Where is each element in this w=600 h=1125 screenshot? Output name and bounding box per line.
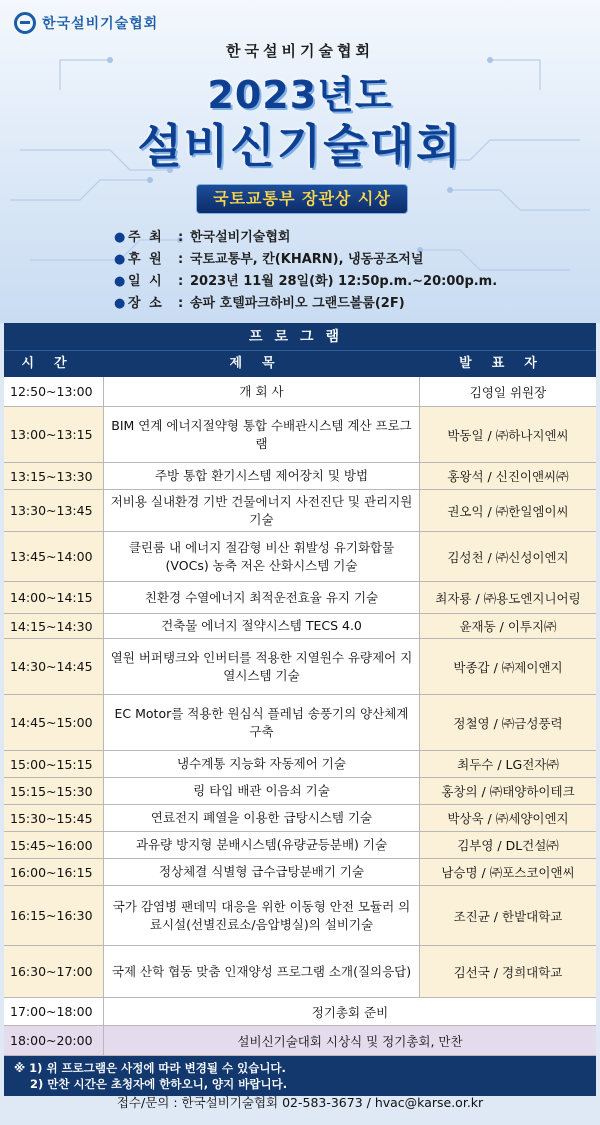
row-speaker: 김부영 / DL건설㈜ — [420, 832, 596, 858]
row-title: 국가 감염병 팬데믹 대응을 위한 이동형 안전 모듈러 의료시설(선별진료소/음압병실)의 설비기술 — [104, 886, 420, 945]
row-speaker: 최두수 / LG전자㈜ — [420, 751, 596, 777]
column-header-title: 제목 — [229, 356, 295, 371]
column-header-speaker: 발표자 — [459, 356, 557, 371]
row-speaker: 남승명 / ㈜포스코이앤씨 — [420, 859, 596, 885]
row-time: 15:15~15:30 — [4, 778, 104, 804]
table-row — [4, 859, 596, 886]
table-row — [4, 778, 596, 805]
contact-footer: 접수/문의 : 한국설비기술협회 02-583-3673 / hvac@karse.or.kr — [116, 1095, 484, 1110]
row-title: 클린룸 내 에너지 절감형 비산 휘발성 유기화합물(VOCs) 농축 저온 산화시스템 기술 — [104, 532, 420, 581]
closing-row — [4, 998, 596, 1026]
table-row — [4, 832, 596, 859]
row-time: 17:00~18:00 — [4, 998, 104, 1025]
row-title: 열원 버퍼탱크와 인버터를 적용한 지열원수 유량제어 지열시스템 기술 — [104, 639, 420, 694]
karse-logo — [14, 12, 158, 34]
info-value: 한국설비기술협회 — [190, 230, 291, 245]
info-value: 송파 호텔파크하비오 그랜드볼룸(2F) — [190, 296, 405, 311]
info-row: ● 장 소 : 송파 호텔파크하비오 그랜드볼룸(2F) — [114, 293, 497, 315]
row-title: 정상체결 식별형 급수급탕분배기 기술 — [104, 859, 420, 885]
row-time: 15:30~15:45 — [4, 805, 104, 831]
row-title: EC Motor를 적용한 원심식 플레넘 송풍기의 양산체계 구축 — [104, 695, 420, 750]
row-speaker: 김성천 / ㈜신성이엔지 — [420, 532, 596, 581]
karse-logo-icon — [14, 12, 36, 34]
row-time: 14:45~15:00 — [4, 695, 104, 750]
row-title: 건축물 에너지 절약시스템 TECS 4.0 — [104, 614, 420, 638]
event-year: 2023년도 — [207, 73, 393, 117]
info-row: ● 일 시 : 2023년 11월 28일(화) 12:50p.m.~20:00p.m. — [114, 271, 497, 293]
table-row — [4, 582, 596, 614]
row-title: 정기총회 준비 — [311, 1004, 389, 1020]
row-time: 14:30~14:45 — [4, 639, 104, 694]
row-time: 13:30~13:45 — [4, 490, 104, 531]
row-time: 18:00~20:00 — [4, 1026, 104, 1055]
event-info — [114, 227, 497, 315]
row-title: BIM 연계 에너지절약형 통합 수배관시스템 계산 프로그램 — [104, 407, 420, 462]
row-speaker: 홍창의 / ㈜태양하이테크 — [420, 778, 596, 804]
bullet-icon: ● — [114, 274, 126, 289]
table-row — [4, 490, 596, 532]
info-row: ● 후 원 : 국토교통부, 칸(KHARN), 냉동공조저널 — [114, 249, 497, 271]
table-row — [4, 614, 596, 639]
row-title: 연료전지 폐열을 이용한 급탕시스템 기술 — [104, 805, 420, 831]
row-speaker: 김영일 위원장 — [420, 377, 596, 406]
row-title: 링 타입 배관 이음쇠 기술 — [104, 778, 420, 804]
table-row — [4, 377, 596, 407]
table-row — [4, 751, 596, 778]
row-speaker: 김선국 / 경희대학교 — [420, 946, 596, 997]
row-time: 16:00~16:15 — [4, 859, 104, 885]
row-time: 12:50~13:00 — [4, 377, 104, 406]
column-header-time: 시간 — [21, 356, 87, 371]
info-label: 후 원 — [128, 252, 164, 267]
row-title: 국제 산학 협동 맞춤 인재양성 프로그램 소개(질의응답) — [104, 946, 420, 997]
table-row — [4, 532, 596, 582]
row-time: 15:00~15:15 — [4, 751, 104, 777]
table-row — [4, 946, 596, 998]
row-title: 개 회 사 — [104, 377, 420, 406]
program-notes — [4, 1056, 596, 1096]
organizer-title: 한국설비기술협회 — [226, 42, 374, 60]
row-title: 설비신기술대회 시상식 및 정기총회, 만찬 — [104, 1026, 596, 1055]
program-table — [4, 323, 596, 1096]
info-label: 장 소 — [128, 296, 164, 311]
info-label: 일 시 — [128, 274, 164, 289]
row-speaker: 권오익 / ㈜한일엠이씨 — [420, 490, 596, 531]
bullet-icon: ● — [114, 230, 126, 245]
table-row — [4, 695, 596, 751]
note-line: ※ 1) 위 프로그램은 사정에 따라 변경될 수 있습니다. — [14, 1061, 286, 1075]
logo-text: 한국설비기술협회 — [42, 16, 159, 32]
row-speaker: 윤재동 / 이투지㈜ — [420, 614, 596, 638]
table-row — [4, 639, 596, 695]
row-speaker: 홍왕석 / 신진이앤씨㈜ — [420, 463, 596, 489]
row-time: 15:45~16:00 — [4, 832, 104, 858]
row-time: 14:00~14:15 — [4, 582, 104, 613]
row-title: 냉수계통 지능화 자동제어 기술 — [104, 751, 420, 777]
program-heading: 프로그램 — [4, 323, 596, 351]
event-title: 설비신기술대회 — [137, 119, 463, 173]
row-time: 13:15~13:30 — [4, 463, 104, 489]
row-title: 저비용 실내환경 기반 건물에너지 사전진단 및 관리지원 기술 — [104, 490, 420, 531]
row-title: 친환경 수열에너지 최적운전효율 유지 기술 — [104, 582, 420, 613]
row-title: 주방 통합 환기시스템 제어장치 및 방법 — [104, 463, 420, 489]
row-speaker: 조진균 / 한밭대학교 — [420, 886, 596, 945]
row-speaker: 정철영 / ㈜금성풍력 — [420, 695, 596, 750]
award-badge: 국토교통부 장관상 시상 — [196, 184, 408, 214]
row-speaker: 박동일 / ㈜하나지엔씨 — [420, 407, 596, 462]
info-value: 2023년 11월 28일(화) 12:50p.m.~20:00p.m. — [190, 274, 498, 289]
row-time: 14:15~14:30 — [4, 614, 104, 638]
table-row — [4, 407, 596, 463]
table-row — [4, 463, 596, 490]
column-headers — [4, 351, 596, 377]
table-row — [4, 886, 596, 946]
row-speaker: 박상욱 / ㈜세양이엔지 — [420, 805, 596, 831]
bullet-icon: ● — [114, 296, 126, 311]
row-time: 13:00~13:15 — [4, 407, 104, 462]
row-time: 16:15~16:30 — [4, 886, 104, 945]
info-row: ● 주 최 : 한국설비기술협회 — [114, 227, 497, 249]
row-speaker: 박종갑 / ㈜제이앤지 — [420, 639, 596, 694]
bullet-icon: ● — [114, 252, 126, 267]
table-row — [4, 805, 596, 832]
note-line: 2) 만찬 시간은 초청자에 한하오니, 양지 바랍니다. — [30, 1077, 288, 1091]
row-title: 과유량 방지형 분배시스템(유량균등분배) 기술 — [104, 832, 420, 858]
row-time: 13:45~14:00 — [4, 532, 104, 581]
row-speaker: 최자룡 / ㈜용도엔지니어링 — [420, 582, 596, 613]
closing-row — [4, 1026, 596, 1056]
row-time: 16:30~17:00 — [4, 946, 104, 997]
info-label: 주 최 — [128, 230, 164, 245]
header-banner — [0, 0, 600, 323]
info-value: 국토교통부, 칸(KHARN), 냉동공조저널 — [190, 252, 424, 267]
